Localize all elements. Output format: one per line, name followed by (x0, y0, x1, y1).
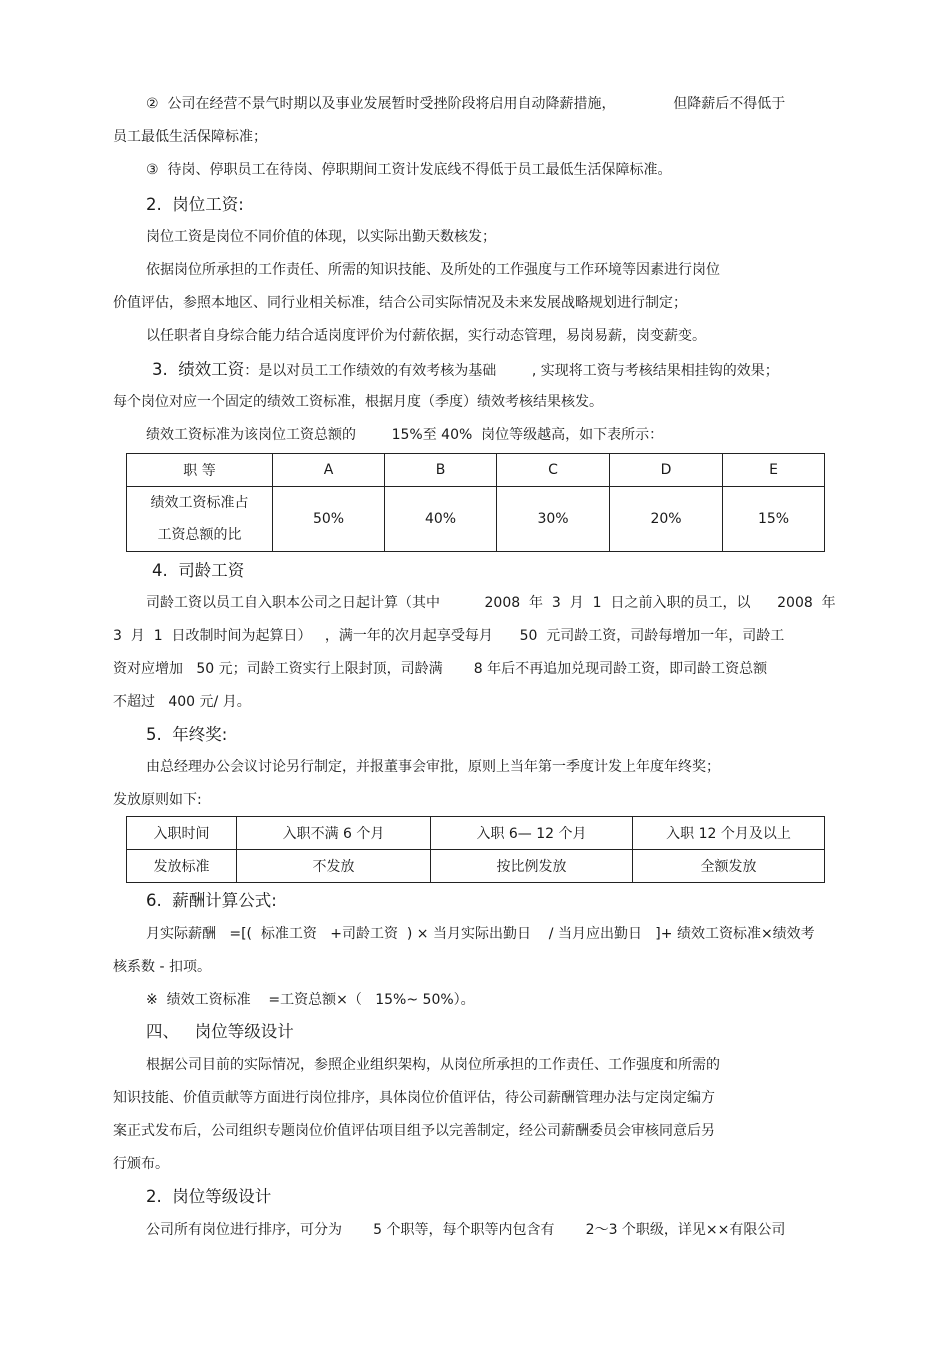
para-auto-pay-cut-line2: 员工最低生活保障标准； (113, 129, 267, 145)
heading-performance-salary (152, 359, 779, 381)
seniority-line1: 司龄工资以员工自入职本公司之日起计算（其中 2008 年 3 月 1 日之前入职的员工，以 2008 年 (146, 595, 836, 611)
heading-grade-design-sub: 2. 岗位等级设计 (146, 1187, 272, 1206)
bonus-header-cell: 入职时间 (127, 817, 237, 850)
performance-salary-intro: ：是以对员工工作绩效的有效考核为基础 , 实现将工资与考核结果相挂钩的效果； (244, 363, 779, 379)
seniority-line4: 不超过 400 元/ 月。 (113, 694, 251, 710)
formula-line1: 月实际薪酬 =[( 标准工资 +司龄工资 ) × 当月实际出勤日 / 当月应出勤日 ]+ 绩效工资标准×绩效考 (146, 926, 815, 942)
ratio-cell: 50% (273, 487, 385, 552)
grade-design-line4: 行颁布。 (113, 1156, 169, 1172)
grade-cell: D (610, 454, 723, 487)
heading-grade-design: 四、 岗位等级设计 (146, 1022, 294, 1041)
bonus-rule-cell: 全额发放 (633, 850, 825, 883)
ratio-header-cell (127, 487, 273, 552)
bonus-tenure-cell: 入职不满 6 个月 (237, 817, 431, 850)
ratio-header-line2: 工资总额的比 (157, 527, 242, 543)
ratio-header-line1: 绩效工资标准占 (150, 495, 249, 511)
ratio-cell: 40% (385, 487, 497, 552)
performance-ratio-table (126, 453, 825, 552)
para-suspended-staff: ③ 待岗、停职员工在待岗、停职期间工资计发底线不得低于员工最低生活保障标准。 (146, 162, 672, 178)
position-salary-line1: 岗位工资是岗位不同价值的体现，以实际出勤天数核发； (146, 229, 496, 245)
grade-cell: E (723, 454, 825, 487)
grade-design-line3: 案正式发布后，公司组织专题岗位价值评估项目组予以完善制定，经公司薪酬委员会审核同意后另 (113, 1123, 715, 1139)
seniority-line3: 资对应增加 50 元；司龄工资实行上限封顶，司龄满 8 年后不再追加兑现司龄工资，即司龄工资总额 (113, 661, 768, 677)
ratio-cell: 20% (610, 487, 723, 552)
bonus-tenure-cell: 入职 6— 12 个月 (431, 817, 633, 850)
grade-design-line2: 知识技能、价值贡献等方面进行岗位排序，具体岗位价值评估，待公司薪酬管理办法与定岗定编方 (113, 1090, 715, 1106)
bonus-rule-cell: 按比例发放 (431, 850, 633, 883)
ratio-cell: 30% (497, 487, 610, 552)
grade-header-cell: 职 等 (127, 454, 273, 487)
formula-line2: 核系数 - 扣项。 (113, 959, 211, 975)
bonus-line1: 由总经理办公会议讨论另行制定，并报董事会审批，原则上当年第一季度计发上年度年终奖； (146, 759, 720, 775)
position-salary-line3: 价值评估，参照本地区、同行业相关标准，结合公司实际情况及未来发展战略规划进行制定； (113, 295, 687, 311)
para-auto-pay-cut-line1: ② 公司在经营不景气时期以及事业发展暂时受挫阶段将启用自动降薪措施， 但降薪后不得低于 (146, 96, 786, 112)
bonus-tenure-cell: 入职 12 个月及以上 (633, 817, 825, 850)
position-salary-line4: 以任职者自身综合能力结合适岗度评价为付薪依据，实行动态管理，易岗易薪，岗变薪变。 (146, 328, 706, 344)
formula-note: ※ 绩效工资标准 =工资总额×（ 15%~ 50%）。 (146, 992, 475, 1008)
grade-design-line1: 根据公司目前的实际情况，参照企业组织架构，从岗位所承担的工作责任、工作强度和所需的 (146, 1057, 720, 1073)
heading-seniority-salary: 4. 司龄工资 (152, 561, 245, 580)
grade-cell: B (385, 454, 497, 487)
heading-year-end-bonus: 5. 年终奖: (146, 725, 228, 744)
performance-salary-title: 3. 绩效工资 (152, 360, 245, 379)
bonus-rule-cell: 不发放 (237, 850, 431, 883)
grade-cell: A (273, 454, 385, 487)
bonus-line2: 发放原则如下: (113, 792, 202, 808)
bonus-header-cell: 发放标准 (127, 850, 237, 883)
heading-position-salary: 2. 岗位工资: (146, 195, 244, 214)
performance-salary-line1: 每个岗位对应一个固定的绩效工资标准，根据月度（季度）绩效考核结果核发。 (113, 394, 603, 410)
grade-cell: C (497, 454, 610, 487)
heading-salary-formula: 6. 薪酬计算公式: (146, 891, 277, 910)
performance-salary-line2: 绩效工资标准为该岗位工资总额的 15%至 40% 岗位等级越高，如下表所示： (146, 427, 664, 443)
bonus-rule-table (126, 816, 825, 883)
grade-design-sub-line1: 公司所有岗位进行排序，可分为 5 个职等，每个职等内包含有 2～3 个职级，详见××有限公司 (146, 1222, 786, 1238)
position-salary-line2: 依据岗位所承担的工作责任、所需的知识技能、及所处的工作强度与工作环境等因素进行岗位 (146, 262, 720, 278)
ratio-cell: 15% (723, 487, 825, 552)
seniority-line2: 3 月 1 日改制时间为起算日） ，满一年的次月起享受每月 50 元司龄工资，司龄每增加一年，司龄工 (113, 628, 785, 644)
